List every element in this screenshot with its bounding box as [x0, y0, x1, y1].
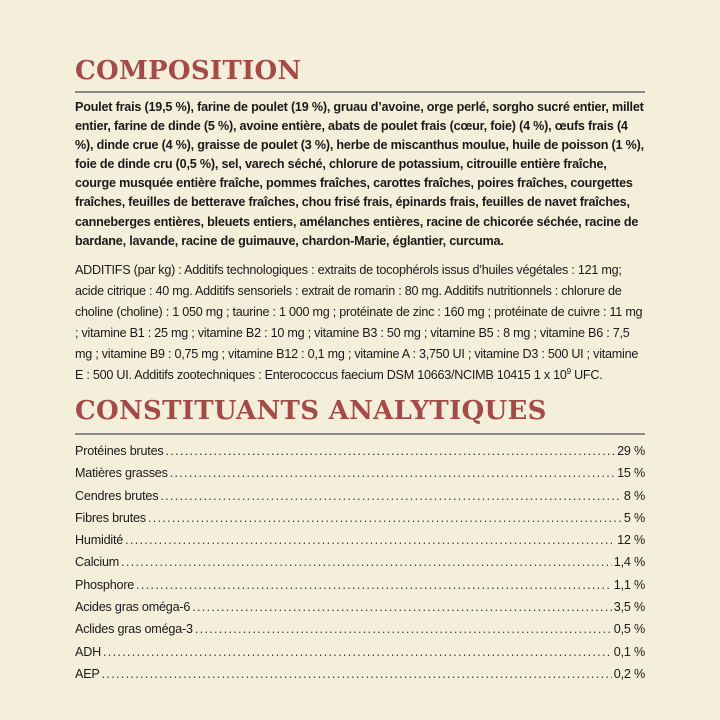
additives-main: ADDITIFS (par kg) : Additifs technologiques : extraits de tocophérols issus d’huiles végétales : 121 mg; acide citrique : 40 mg. Additifs sensoriels : extrait de romarin : 80 mg. Additifs nutritionnels : chlorure de choline (choline) : 1 050 mg ; taurine : 1 000 mg ; protéinate de zinc : 160 mg ; protéinate de cuivre : 11 mg ; vitamine B1 : 25 mg ; vitamine B2 : 10 mg ; vitamine B3 : 50 mg ; vitamine B5 : 8 mg ; vitamine B6 : 7,5 mg ; vitamine B9 : 0,75 mg ; vitamine B12 : 0,1 mg ; vitamine A : 3,750 UI ; vitamine D3 : 500 UI ; vitamine E : 500 UI. Additifs zootechniques : Enterococcus faecium DSM 10663/NCIMB 10415 1 x 10	[75, 263, 643, 382]
ingredients-list: Poulet frais (19,5 %), farine de poulet (19 %), gruau d’avoine, orge perlé, sorgho sucré entier, millet entier, farine de dinde (5 %), avoine entière, abats de poulet frais (cœur, foie) (4 %), œufs frais (4 %), dinde crue (4 %), graisse de poulet (3 %), herbe de miscanthus moulue, huile de poisson (1 %), foie de dinde cru (0,5 %), sel, varech séché, chlorure de potassium, citrouille entière fraîche, courge musquée entière fraîche, pommes fraîches, carottes fraîches, poires fraîches, courgettes fraîches, feuilles de betterave fraîches, chou frisé frais, épinards frais, feuilles de navet fraîches, canneberges entières, bleuets entiers, amélanches entières, racine de chicorée séchée, racine de bardane, lavande, racine de guimauve, chardon-Marie, églantier, curcuma.	[75, 100, 644, 248]
constituent-value: 8 %	[623, 488, 645, 503]
table-row	[75, 440, 645, 462]
table-row	[75, 507, 645, 529]
additives-exponent: 9	[566, 366, 571, 376]
table-row	[75, 618, 645, 640]
constituent-name: Humidité	[75, 533, 124, 548]
constituent-value: 0,5 %	[613, 622, 645, 637]
table-row	[75, 574, 645, 596]
dot-leader	[148, 507, 622, 529]
dot-leader	[103, 641, 612, 663]
dot-leader	[160, 485, 622, 507]
constituent-value: 3,5 %	[613, 600, 645, 615]
composition-divider	[75, 91, 645, 93]
constituent-name: Protéines brutes	[75, 444, 164, 458]
constituent-name: Aclides gras oméga-3	[75, 622, 193, 637]
dot-leader	[192, 596, 612, 618]
constituent-name: Matières grasses	[75, 466, 168, 481]
table-row	[75, 551, 645, 573]
constituent-name: AEP	[75, 666, 100, 681]
table-row	[75, 663, 645, 685]
constituent-name: Cendres brutes	[75, 488, 159, 503]
constituent-value: 1,1 %	[613, 577, 645, 592]
table-row	[75, 596, 645, 618]
dot-leader	[195, 618, 612, 640]
constituent-name: Phosphore	[75, 577, 135, 592]
constituent-name: Calcium	[75, 555, 120, 570]
constituent-name: Fibres brutes	[75, 510, 146, 525]
dot-leader	[136, 574, 612, 596]
additives-end: UFC.	[570, 368, 603, 382]
analytical-divider	[75, 433, 645, 435]
table-row	[75, 462, 645, 484]
constituent-value: 12 %	[617, 533, 645, 548]
constituent-name: ADH	[75, 644, 101, 659]
constituent-value: 1,4 %	[613, 555, 645, 570]
dot-leader	[166, 440, 616, 462]
constituent-name: Acides gras oméga-6	[75, 600, 191, 615]
additives-text	[75, 260, 645, 386]
constituent-value: 15 %	[617, 466, 645, 481]
constituent-value: 5 %	[623, 510, 645, 525]
dot-leader	[121, 551, 612, 573]
dot-leader	[170, 462, 615, 484]
constituent-value: 29 %	[617, 444, 645, 458]
dot-leader	[125, 529, 615, 551]
table-row	[75, 529, 645, 551]
composition-title: COMPOSITION	[75, 56, 302, 86]
constituent-value: 0,2 %	[613, 666, 645, 681]
table-row	[75, 641, 645, 663]
analytical-table	[75, 440, 645, 685]
constituent-value: 0,1 %	[613, 644, 645, 659]
table-row	[75, 485, 645, 507]
dot-leader	[102, 663, 612, 685]
analytical-title: CONSTITUANTS ANALYTIQUES	[75, 396, 547, 426]
